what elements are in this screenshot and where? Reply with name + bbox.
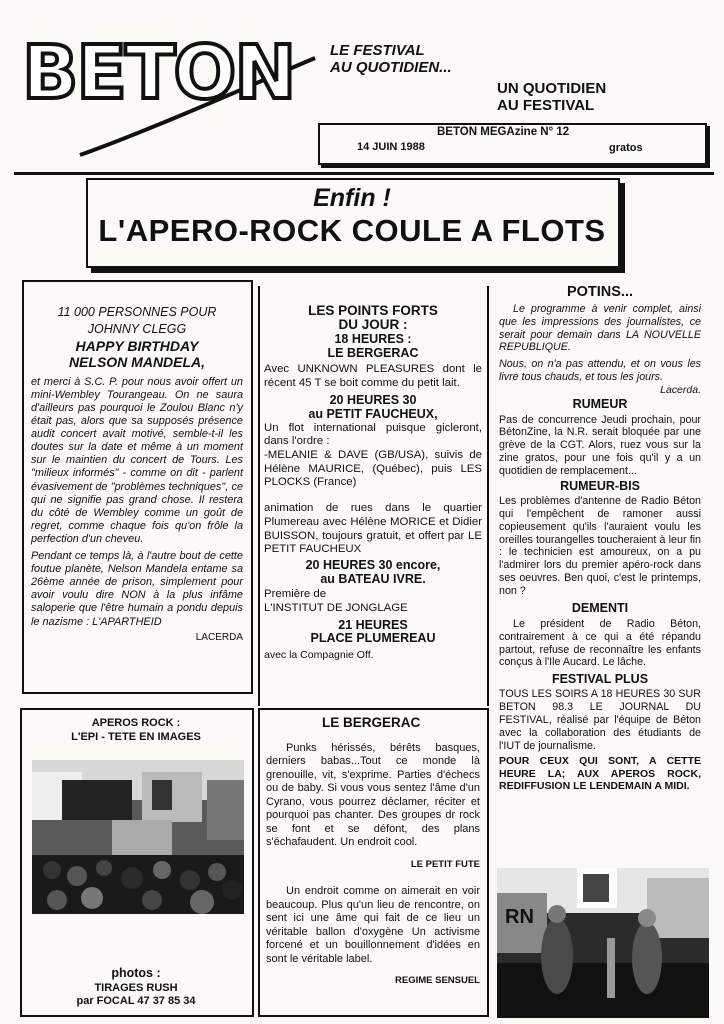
dementi-title: DEMENTI <box>571 601 629 616</box>
photos-credit-2: par FOCAL 47 37 85 34 <box>76 995 196 1007</box>
points-heading-3b: au BATEAU IVRE. <box>320 571 426 586</box>
potins-paragraph-1: Le programme à venir complet, ainsi que les impressions des journalistes, ce serait pour demain dans LA NOUVELLE REPUBLIQUE. <box>499 302 701 354</box>
clegg-title-3: HAPPY BIRTHDAY <box>75 338 199 355</box>
bergerac-signature-1: LE PETIT FUTE <box>410 858 480 870</box>
bergerac-paragraph-2: Un endroit comme on aimerait en voir beaucoup. Plus qu'un lieu de rencontre, on sent ici une âme qui fait de ce lieu un véritable ballon d'oxygène Un activisme forcené et un bouillonnement d'idées en sont le véritable label. <box>266 885 480 965</box>
festival-tagline: LE FESTIVAL AU QUOTIDIEN... <box>330 42 452 76</box>
masthead-rule <box>14 172 714 175</box>
bergerac-article <box>266 716 480 988</box>
points-heading-3: 20 HEURES 30 encore, <box>305 557 441 572</box>
rumeur-bis-title: RUMEUR-BIS <box>560 479 640 494</box>
photos-label: photos : <box>111 966 161 980</box>
clegg-title-1: 11 000 PERSONNES POUR <box>57 305 217 319</box>
points-title-2: DU JOUR : <box>338 316 408 332</box>
issue-title: BETON MEGAzine N° 12 <box>437 126 570 138</box>
headline-title: L'APERO-ROCK COULE A FLOTS <box>98 213 606 248</box>
festival-plus-text-1: TOUS LES SOIRS A 18 HEURES 30 SUR BETON 98.3 LE JOURNAL DU FESTIVAL, réalisé par l'équipe de Béton avec la collaboration des étudiants de l'IUT de journalisme. <box>499 688 701 752</box>
column-rule-left <box>258 286 260 706</box>
clegg-paragraph-1: et merci à S.C. P. pour nous avoir offert un mini-Wembley Tourangeau. On ne saura d'ailleurs pas pourquoi le Zoulou Blanc n'y était pas, alors que sa supposés présence audit concert avait motivé, semble-t-il les doutes sur la date et même à un moment sur le maintien du concert de Tours. Les "milieux informés" - comme on dit - parlent évasivement de "problèmes techniques", ce qui ne signifie pas grand chose. Il restera du côté de Wembley comme un goût de regret, comme chaque fois qu'on frôle la perfection d'un cheveu. <box>31 375 243 545</box>
rumeur-bis-text: Les problèmes d'antenne de Radio Béton qui l'empêchent de ramoner aussi copieusement qu'ils l'auraient voulu les oreilles tourangelles toucheraient à leur fin : le technicien est amoureux, on a pu l'admirer lors du premier apéro-rock dans ses oeuvres. Ben quoi, c'est le printemps, non ? <box>499 494 701 598</box>
quotidien-tagline: UN QUOTIDIEN AU FESTIVAL <box>497 80 607 114</box>
concert-stage-photo <box>497 868 709 1018</box>
clegg-article-body <box>31 306 243 644</box>
beton-logo: BETON <box>22 30 295 116</box>
clegg-signature: LACERDA <box>195 631 243 643</box>
potins-signature: Lacerda. <box>660 384 701 397</box>
clegg-title-2: JOHNNY CLEGG <box>87 321 187 336</box>
points-paragraph-3: -MELANIE & DAVE (GB/USA), suivis de Hélène MAURICE, (Québec), puis LES PLOCKS (France) <box>264 449 482 489</box>
festival-plus-title: FESTIVAL PLUS <box>551 672 649 687</box>
rumeur-text: Pas de concurrence Jeudi prochain, pour BétonZine, la N.R. serait bloquée par une grève de la CGT. Alors, ruez vous sur la zine gratos, pour une fois qu'il y a un quotidien de remplacement... <box>499 413 701 478</box>
photos-credit-1: TIRAGES RUSH <box>94 982 178 994</box>
issue-date: 14 JUIN 1988 <box>357 141 425 153</box>
headline-kicker: Enfin ! <box>313 184 391 212</box>
points-paragraph-6: avec la Compagnie Off. <box>264 649 374 662</box>
apero-crowd-photo <box>32 760 244 914</box>
points-paragraph-5b: L'INSTITUT DE JONGLAGE <box>264 602 408 615</box>
rumeur-title: RUMEUR <box>572 396 628 411</box>
bergerac-signature-2: REGIME SENSUEL <box>395 975 480 987</box>
points-heading-4: 21 HEURES <box>338 617 408 632</box>
points-paragraph-5a: Première de <box>264 588 327 601</box>
points-paragraph-4: animation de rues dans le quartier Plumereau avec Hélène MORICE et Didier BUISSON, toujours gratuit, et offert par LE PETIT FAUCHEUX <box>264 502 482 556</box>
festival-plus-text-2: POUR CEUX QUI SONT, A CETTE HEURE LA; AUX APEROS ROCK, REDIFFUSION LE LENDEMAIN A MIDI. <box>499 754 701 793</box>
points-heading-1b: LE BERGERAC <box>327 346 419 361</box>
points-forts-article <box>264 304 482 663</box>
points-heading-2: 20 HEURES 30 <box>329 393 417 408</box>
potins-title: POTINS... <box>566 284 634 300</box>
points-paragraph-2: Un flot international puisque gicleront, dans l'ordre : <box>264 421 482 448</box>
points-heading-1: 18 HEURES : <box>334 332 412 347</box>
points-heading-2b: au PETIT FAUCHEUX, <box>308 406 438 421</box>
aperos-title-2: L'EPI - TETE EN IMAGES <box>71 731 201 743</box>
points-paragraph-1: Avec UNKNOWN PLEASURES dont le récent 45 T se boit comme du petit lait. <box>264 362 482 389</box>
bergerac-paragraph-1: Punks hérissés, bérêts basques, derniers babas...Tout ce monde là grenouille, vit, s'exprime. Parties d'échecs ou de baby. Si vous vous sentez l'âme d'un Cyrano, vous pourrez déclamer, réciter et pourquoi pas chanter. Des groupes dr rock se font et se défont, des plans s'échafaudent. Un endroit cool. <box>266 741 480 849</box>
clegg-paragraph-2: Pendant ce temps là, à l'autre bout de cette foutue planète, Nelson Mandela entame sa 26ème année de prison, simplement pour avoir voulu dire NON à la plus infâme saloperie que l'être humain a pondu depuis le nazisme : L'APARTHEID <box>31 550 243 628</box>
potins-paragraph-2: Nous, on n'a pas attendu, et on vous les livre tous chauds, et tous les jours. <box>499 358 701 384</box>
aperos-title-1: APEROS ROCK : <box>91 717 181 729</box>
bergerac-title: LE BERGERAC <box>322 715 421 730</box>
issue-price: gratos <box>609 142 643 154</box>
potins-column <box>499 286 701 793</box>
points-heading-4b: PLACE PLUMEREAU <box>310 631 436 646</box>
svg-text:RN: RN <box>505 906 534 928</box>
dementi-text: Le président de Radio Béton, contrairement à ce qui a été répandu partout, refuse de reconnaître les enfants conçus à l'Ile Aucard. Le lâche. <box>499 617 701 669</box>
column-rule-right <box>487 286 489 706</box>
clegg-title-4: NELSON MANDELA, <box>68 354 206 371</box>
points-title-1: LES POINTS FORTS <box>308 303 438 318</box>
